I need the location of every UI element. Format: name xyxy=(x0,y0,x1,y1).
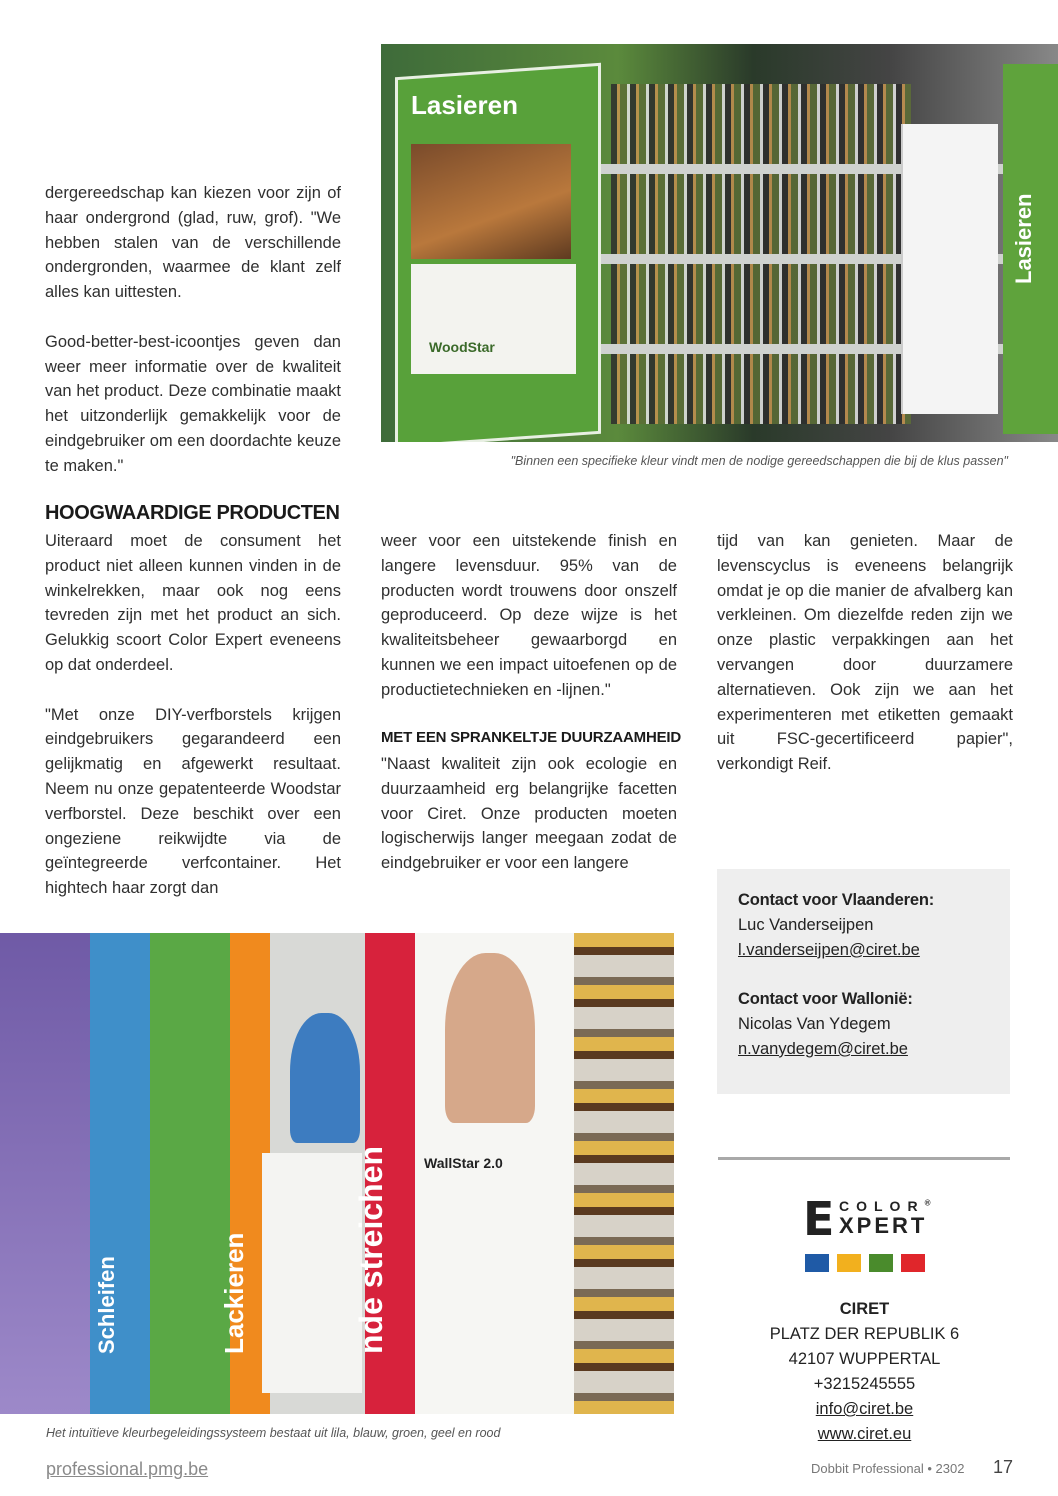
footer-issue: Dobbit Professional • 2302 xyxy=(811,1461,965,1476)
company-address xyxy=(717,1297,1012,1447)
company-email-link[interactable]: info@ciret.be xyxy=(815,1400,914,1418)
paragraph: Uiteraard moet de consument het product niet alleen kunnen vinden in de winkelrekken, maar ook nog eens tevreden zijn met het product an sich. Gelukkig scoort Color Expert eveneens op dat onderdeel. xyxy=(45,532,341,674)
column2-continued xyxy=(381,752,677,901)
color-expert-logo: E COLOR® XPERT xyxy=(803,1196,928,1276)
shelf-photo xyxy=(381,44,1058,442)
contact-vl-name: Luc Vanderseijpen xyxy=(738,915,874,934)
paragraph: weer voor een uitstekende finish en langere levensduur. 95% van de producten wordt trouwens door onszelf geproduceerd. Op deze wijze is het kwaliteitsbeheer gewaarborgd en kunnen we een impact uitoefenen op de productietechnieken en -lijnen." xyxy=(381,532,677,699)
paragraph: dergereedschap kan kiezen voor zijn of haar ondergrond (glad, ruw, grof). "We hebben stalen van de verschillende ondergronden, waarmee de klant zelf alles kan uittesten. xyxy=(45,184,341,302)
product-name: WoodStar xyxy=(429,339,495,355)
photo2-caption: Het intuïtieve kleurbegeleidingssysteem bestaat uit lila, blauw, groen, geel en rood xyxy=(46,1426,501,1440)
company-city: 42107 WUPPERTAL xyxy=(788,1350,941,1368)
wood-deck-image xyxy=(411,144,571,259)
contact-wa-email-link[interactable]: n.vanydegem@ciret.be xyxy=(738,1039,908,1058)
board-title: Lasieren xyxy=(411,90,518,120)
logo-color-square xyxy=(901,1254,925,1272)
paragraph: "Naast kwaliteit zijn ook ecologie en duurzaamheid erg belangrijke facetten voor Ciret. Onze producten moeten logischerwijs langer meegaan zodat de eindgebruiker er voor een langere xyxy=(381,755,677,873)
paragraph: "Met onze DIY-verfborstels krijgen eindgebruikers gegarandeerd een gelijkmatig en afgewerkt resultaat. Neem nu onze gepatenteerde Woodstar verfborstel. Deze beschikt over een ongeziene reikwijdte via de geïntegreerde verfcontainer. Het hightech haar zorgt dan xyxy=(45,705,341,898)
page-number: 17 xyxy=(993,1457,1014,1477)
paragraph: tijd van kan genieten. Maar de levenscyclus is eveneens belangrijk omdat je op die manier de afvalberg kan verkleinen. Om diezelfde reden zijn we onze plastic verpakkingen aan het vervangen door duurzamere alternatieven. Ook zijn we aan het experimenteren met etiketten gemaakt uit FSC-gecertificeerd papier", verkondigt Reif. xyxy=(717,532,1013,774)
logo-color-square xyxy=(869,1254,893,1272)
subheading: MET EEN SPRANKELTJE DUURZAAMHEID xyxy=(381,729,682,746)
divider xyxy=(718,1157,1010,1160)
contact-vl-title: Contact voor Vlaanderen: xyxy=(738,891,934,909)
column2 xyxy=(381,529,677,727)
product-name: WallStar 2.0 xyxy=(424,1155,503,1171)
column1-intro xyxy=(45,181,341,503)
contact-vl-email-link[interactable]: l.vanderseijpen@ciret.be xyxy=(738,940,920,959)
company-phone: +3215245555 xyxy=(813,1375,916,1393)
column1-body xyxy=(45,529,341,926)
contact-box xyxy=(717,869,1010,1094)
color-guide-photo: Schleifen Lackieren nde streichen WallStar 2.0 xyxy=(0,933,674,1414)
side-sign: Lasieren xyxy=(1003,64,1058,434)
paragraph: Good-better-best-icoontjes geven dan weer meer informatie over de kwaliteit van het product. Deze combinatie maakt het uitzonderlijk gemakkelijk voor de eindgebruiker om een doordachte keuze te maken." xyxy=(45,332,341,475)
photo1-caption: "Binnen een specifieke kleur vindt men de nodige gereedschappen die bij de klus passen" xyxy=(510,454,1008,468)
footer-site-link[interactable]: professional.pmg.be xyxy=(46,1459,209,1479)
logo-color-square xyxy=(837,1254,861,1272)
logo-color-square xyxy=(805,1254,829,1272)
product-panel xyxy=(411,264,576,374)
section-heading: HOOGWAARDIGE PRODUCTEN xyxy=(45,502,340,524)
contact-wa-name: Nicolas Van Ydegem xyxy=(738,1014,891,1033)
contact-wa-title: Contact voor Wallonië: xyxy=(738,990,913,1009)
company-street: PLATZ DER REPUBLIK 6 xyxy=(769,1325,960,1343)
company-name: CIRET xyxy=(839,1300,890,1318)
company-web-link[interactable]: www.ciret.eu xyxy=(817,1425,912,1443)
column3 xyxy=(717,529,1013,802)
